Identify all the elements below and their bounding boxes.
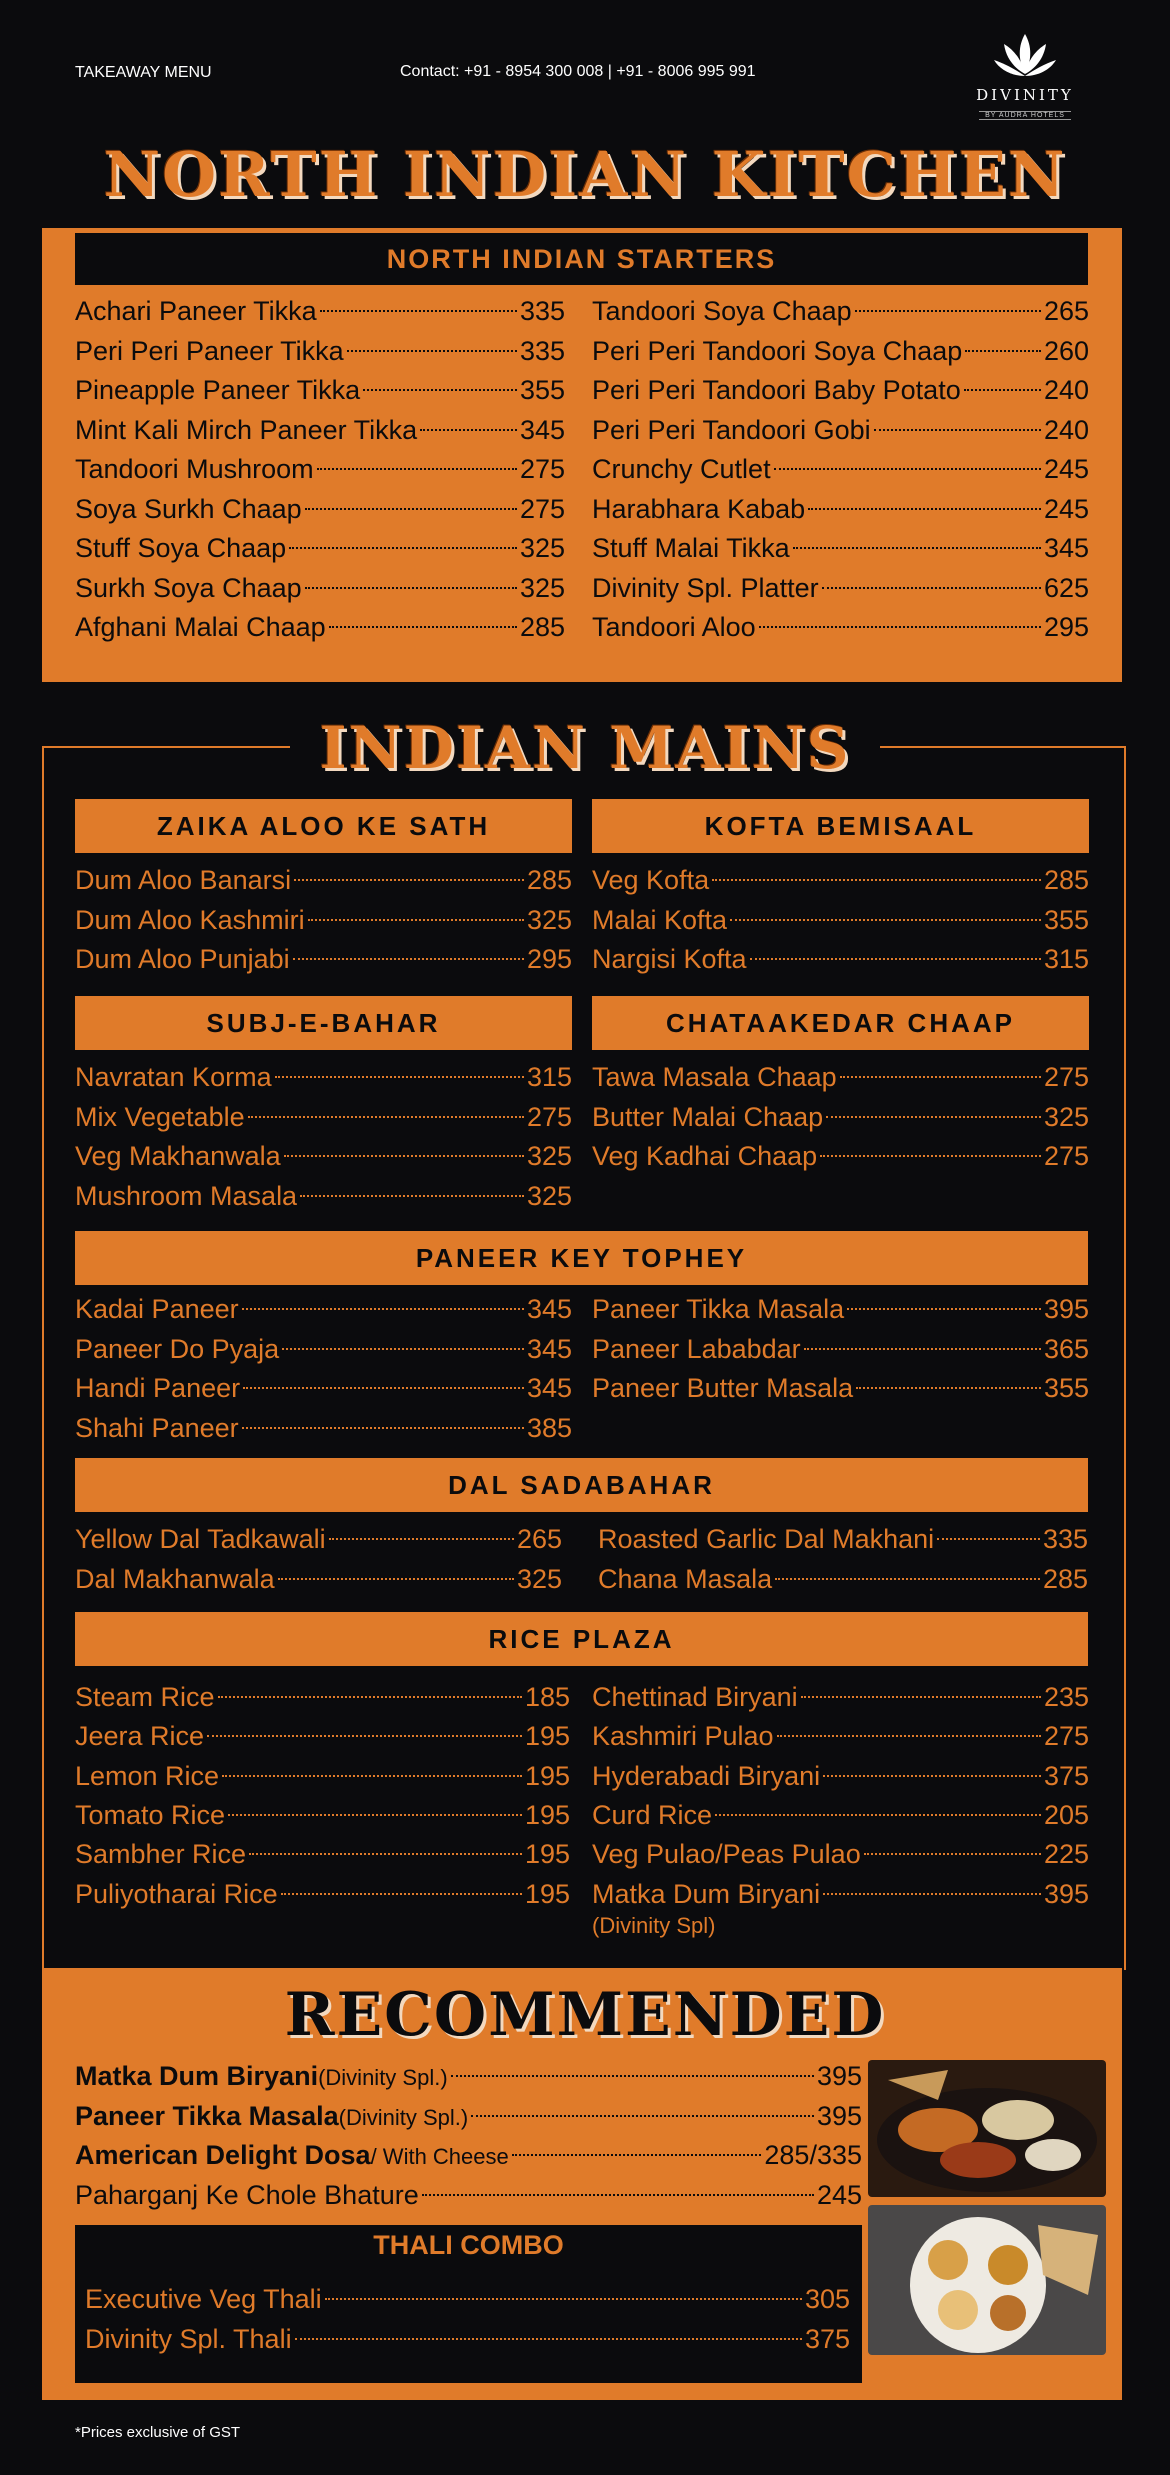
menu-item	[592, 1796, 1089, 1834]
menu-item	[592, 490, 1089, 528]
item-price: 245	[1043, 454, 1089, 484]
item-price: 325	[526, 1180, 572, 1211]
item-price: 265	[516, 1524, 562, 1554]
menu-item	[592, 371, 1089, 409]
menu-item	[592, 1717, 1089, 1755]
item-name: American Delight Dosa	[75, 2140, 371, 2170]
menu-item	[75, 490, 565, 528]
menu-item	[75, 940, 572, 978]
leader-dots	[874, 429, 1041, 431]
rice-heading: RICE PLAZA	[75, 1612, 1088, 1666]
recommended-title: RECOMMENDED	[284, 1980, 886, 2050]
item-price: 345	[526, 1373, 572, 1403]
menu-item	[75, 529, 565, 567]
item-price: 325	[519, 533, 565, 563]
item-price: 375	[804, 2323, 850, 2354]
item-price: 225	[1043, 1839, 1089, 1870]
item-price: 325	[526, 1141, 572, 1171]
menu-item	[592, 450, 1089, 488]
food-photo-thali	[868, 2205, 1106, 2355]
leader-dots	[804, 1348, 1041, 1350]
item-price: 305	[804, 2284, 850, 2314]
leader-dots	[305, 587, 517, 589]
item-price: 335	[1042, 1524, 1088, 1554]
brand-subtitle: BY AUDRA HOTELS	[979, 111, 1071, 120]
leader-dots	[295, 2338, 802, 2340]
leader-dots	[774, 468, 1041, 470]
leader-dots	[730, 919, 1041, 921]
leader-dots	[808, 508, 1041, 510]
leader-dots	[275, 1076, 524, 1078]
item-name: Veg Kadhai Chaap	[592, 1141, 818, 1171]
item-name: Mushroom Masala	[75, 1180, 298, 1211]
menu-item	[75, 569, 565, 607]
item-price: 275	[1043, 1062, 1089, 1092]
chaap-heading: CHATAAKEDAR CHAAP	[592, 996, 1089, 1050]
leader-dots	[222, 1775, 522, 1777]
menu-item	[75, 1560, 562, 1598]
menu-item	[75, 1369, 572, 1407]
item-name: Veg Makhanwala	[75, 1141, 281, 1171]
zaika-heading: ZAIKA ALOO KE SATH	[75, 799, 572, 853]
leader-dots	[775, 1578, 1040, 1580]
item-name: Kadai Paneer	[75, 1294, 239, 1324]
item-name: Tandoori Mushroom	[75, 454, 314, 484]
item-price: 275	[519, 454, 565, 484]
item-price: 240	[1043, 414, 1089, 445]
item-price: 365	[1043, 1333, 1089, 1364]
leader-dots	[715, 1814, 1041, 1816]
item-name: Dum Aloo Kashmiri	[75, 904, 305, 935]
leader-dots	[801, 1696, 1041, 1698]
leader-dots	[823, 1775, 1041, 1777]
leader-dots	[512, 2154, 762, 2156]
item-price: 295	[526, 944, 572, 974]
item-price: 325	[526, 904, 572, 935]
leader-dots	[218, 1696, 522, 1698]
leader-dots	[294, 879, 524, 881]
item-name: Nargisi Kofta	[592, 944, 747, 974]
starters-heading: NORTH INDIAN STARTERS	[75, 233, 1088, 285]
item-price: 260	[1043, 335, 1089, 366]
menu-item	[592, 1137, 1089, 1175]
item-price: 325	[519, 572, 565, 603]
item-price: 345	[1043, 533, 1089, 563]
leader-dots	[242, 1308, 524, 1310]
item-price: 325	[516, 1563, 562, 1594]
item-name: Shahi Paneer	[75, 1412, 239, 1443]
leader-dots	[320, 310, 517, 312]
item-name: Hyderabadi Biryani	[592, 1760, 821, 1791]
menu-item	[85, 2280, 850, 2318]
menu-item	[75, 2136, 862, 2174]
menu-item	[75, 901, 572, 939]
paneer-heading: PANEER KEY TOPHEY	[75, 1231, 1088, 1285]
item-price: 195	[524, 1839, 570, 1870]
item-price: 195	[524, 1878, 570, 1909]
item-name: Curd Rice	[592, 1799, 713, 1830]
leader-dots	[759, 626, 1041, 628]
item-price: 235	[1043, 1682, 1089, 1712]
item-price: 345	[526, 1294, 572, 1324]
item-name: Jeera Rice	[75, 1721, 205, 1752]
item-price: 315	[526, 1062, 572, 1092]
item-name: Yellow Dal Tadkawali	[75, 1524, 326, 1554]
item-name: Stuff Malai Tikka	[592, 533, 790, 563]
leader-dots	[243, 1387, 524, 1389]
leader-dots	[822, 587, 1041, 589]
item-name: Steam Rice	[75, 1682, 215, 1712]
menu-item	[592, 411, 1089, 449]
item-price: 195	[524, 1760, 570, 1791]
item-price: 395	[816, 2100, 862, 2131]
menu-item	[75, 1796, 570, 1834]
leader-dots	[284, 1155, 524, 1157]
item-name: Peri Peri Paneer Tikka	[75, 335, 344, 366]
item-name: Veg Pulao/Peas Pulao	[592, 1839, 861, 1870]
item-price: 395	[1043, 1878, 1089, 1909]
leader-dots	[325, 2298, 802, 2300]
item-name: Kashmiri Pulao	[592, 1721, 774, 1752]
item-price: 315	[1043, 944, 1089, 974]
item-price: 275	[1043, 1141, 1089, 1171]
leader-dots	[420, 429, 517, 431]
item-suffix: (Divinity Spl.)	[338, 2104, 469, 2130]
menu-item	[75, 1058, 572, 1096]
item-name: Paharganj Ke Chole Bhature	[75, 2179, 419, 2210]
leader-dots	[308, 919, 524, 921]
leader-dots	[300, 1195, 524, 1197]
kofta-heading: KOFTA BEMISAAL	[592, 799, 1089, 853]
item-price: 195	[524, 1799, 570, 1830]
thali-heading: THALI COMBO	[373, 2230, 564, 2260]
leader-dots	[471, 2115, 814, 2117]
menu-item	[598, 1520, 1088, 1558]
leader-dots	[329, 1538, 514, 1540]
leader-dots	[293, 958, 524, 960]
menu-item	[592, 529, 1089, 567]
item-name: Peri Peri Tandoori Soya Chaap	[592, 335, 963, 366]
item-name: Navratan Korma	[75, 1062, 272, 1092]
brand-logo	[960, 30, 1090, 120]
mains-title: INDIAN MAINS	[290, 708, 880, 788]
item-name: Tawa Masala Chaap	[592, 1062, 837, 1092]
item-price: 285	[1042, 1563, 1088, 1594]
item-name: Roasted Garlic Dal Makhani	[598, 1524, 935, 1554]
item-name: Executive Veg Thali	[85, 2284, 322, 2314]
leader-dots	[305, 508, 517, 510]
item-name: Paneer Tikka Masala	[75, 2100, 339, 2131]
menu-item	[592, 1098, 1089, 1136]
item-price: 335	[519, 296, 565, 326]
leader-dots	[289, 547, 517, 549]
item-price: 355	[519, 375, 565, 405]
menu-item	[75, 1678, 570, 1716]
item-name: Tandoori Soya Chaap	[592, 296, 852, 326]
leader-dots	[965, 350, 1041, 352]
item-price: 285	[1043, 865, 1089, 895]
item-price: 185	[524, 1682, 570, 1712]
contact-info: Contact: +91 - 8954 300 008 | +91 - 8006 995 991	[400, 63, 756, 80]
menu-item	[75, 608, 565, 646]
menu-item	[75, 2176, 862, 2214]
menu-item	[75, 1177, 572, 1215]
leader-dots	[793, 547, 1041, 549]
item-name: Soya Surkh Chaap	[75, 493, 302, 524]
item-name: Paneer Do Pyaja	[75, 1333, 280, 1364]
item-name: Harabhara Kabab	[592, 493, 806, 524]
menu-item	[75, 332, 565, 370]
item-price: 625	[1043, 572, 1089, 603]
item-name: Mint Kali Mirch Paneer Tikka	[75, 414, 418, 445]
menu-item	[75, 1137, 572, 1175]
leader-dots	[750, 958, 1041, 960]
leader-dots	[451, 2075, 814, 2077]
leader-dots	[249, 1853, 522, 1855]
menu-item	[75, 2057, 862, 2095]
leader-dots	[712, 879, 1041, 881]
item-name: Stuff Soya Chaap	[75, 533, 287, 563]
item-name: Dal Makhanwala	[75, 1563, 275, 1594]
footer-note: *Prices exclusive of GST	[75, 2424, 241, 2441]
item-name: Malai Kofta	[592, 904, 728, 935]
item-name: Tomato Rice	[75, 1799, 226, 1830]
item-name: Peri Peri Tandoori Gobi	[592, 414, 871, 445]
item-price: 345	[526, 1333, 572, 1364]
menu-item	[592, 940, 1089, 978]
leader-dots	[329, 626, 517, 628]
subj-heading: SUBJ-E-BAHAR	[75, 996, 572, 1050]
item-price: 205	[1043, 1799, 1089, 1830]
menu-type-label: TAKEAWAY MENU	[75, 64, 212, 81]
leader-dots	[281, 1893, 522, 1895]
menu-item	[75, 1835, 570, 1873]
menu-item	[75, 1098, 572, 1136]
item-price: 385	[526, 1412, 572, 1443]
item-name: Matka Dum Biryani	[592, 1878, 821, 1909]
item-price: 335	[519, 335, 565, 366]
item-price: 195	[524, 1721, 570, 1752]
item-price: 395	[816, 2061, 862, 2091]
item-price: 355	[1043, 1373, 1089, 1403]
item-price: 355	[1043, 904, 1089, 935]
item-name: Lemon Rice	[75, 1760, 220, 1791]
leader-dots	[820, 1155, 1041, 1157]
leader-dots	[964, 389, 1041, 391]
item-name: Chettinad Biryani	[592, 1682, 798, 1712]
menu-item	[592, 332, 1089, 370]
item-price: 240	[1043, 375, 1089, 405]
menu-item	[75, 1290, 572, 1328]
item-suffix: (Divinity Spl.)	[318, 2065, 448, 2090]
menu-item	[75, 1330, 572, 1368]
leader-dots	[826, 1116, 1041, 1118]
item-price: 285	[519, 612, 565, 642]
item-price: 285	[526, 865, 572, 895]
item-name: Matka Dum Biryani	[75, 2061, 319, 2091]
item-price: 275	[519, 493, 565, 524]
item-price: 345	[519, 414, 565, 445]
leader-dots	[242, 1427, 524, 1429]
page-title: NORTH INDIAN KITCHEN	[103, 138, 1067, 211]
item-name: Pineapple Paneer Tikka	[75, 375, 361, 405]
item-name: Veg Kofta	[592, 865, 710, 895]
item-name: Handi Paneer	[75, 1373, 241, 1403]
menu-item	[75, 861, 572, 899]
item-name: Divinity Spl. Thali	[85, 2323, 292, 2354]
item-name: Chana Masala	[598, 1563, 773, 1594]
menu-item	[592, 1678, 1089, 1716]
menu-item	[75, 411, 565, 449]
menu-item	[592, 1290, 1089, 1328]
menu-item	[592, 569, 1089, 607]
menu-item	[592, 861, 1089, 899]
leader-dots	[823, 1893, 1041, 1895]
rice-note: (Divinity Spl)	[592, 1913, 716, 1938]
item-name: Sambher Rice	[75, 1839, 247, 1870]
item-name: Peri Peri Tandoori Baby Potato	[592, 375, 961, 405]
item-name: Surkh Soya Chaap	[75, 572, 302, 603]
item-name: Afghani Malai Chaap	[75, 612, 326, 642]
menu-item	[75, 1520, 562, 1558]
menu-item	[75, 450, 565, 488]
leader-dots	[248, 1116, 524, 1118]
menu-item	[75, 1875, 570, 1913]
item-price: 275	[1043, 1721, 1089, 1752]
item-name: Dum Aloo Punjabi	[75, 944, 290, 974]
menu-item	[592, 292, 1089, 330]
menu-item	[592, 1330, 1089, 1368]
item-price: 375	[1043, 1760, 1089, 1791]
menu-item	[592, 901, 1089, 939]
menu-item	[75, 1717, 570, 1755]
menu-item	[592, 1058, 1089, 1096]
item-price: 245	[816, 2179, 862, 2210]
item-name: Dum Aloo Banarsi	[75, 865, 292, 895]
leader-dots	[937, 1538, 1040, 1540]
item-price: 275	[526, 1101, 572, 1132]
menu-item	[75, 1757, 570, 1795]
leader-dots	[228, 1814, 522, 1816]
item-name: Tandoori Aloo	[592, 612, 756, 642]
leader-dots	[347, 350, 517, 352]
food-photo-biryani	[868, 2060, 1106, 2197]
lotus-icon	[990, 30, 1060, 82]
item-price: 295	[1043, 612, 1089, 642]
menu-item	[85, 2320, 850, 2358]
item-price: 265	[1043, 296, 1089, 326]
item-price: 245	[1043, 493, 1089, 524]
leader-dots	[282, 1348, 524, 1350]
item-name: Paneer Butter Masala	[592, 1373, 854, 1403]
leader-dots	[207, 1735, 522, 1737]
menu-item	[75, 2097, 862, 2135]
dal-heading: DAL SADABAHAR	[75, 1458, 1088, 1512]
leader-dots	[856, 1387, 1041, 1389]
item-name: Crunchy Cutlet	[592, 454, 771, 484]
menu-item	[592, 1835, 1089, 1873]
item-name: Achari Paneer Tikka	[75, 296, 317, 326]
menu-item	[75, 292, 565, 330]
item-price: 325	[1043, 1101, 1089, 1132]
item-price: 285/335	[764, 2140, 862, 2170]
item-name: Mix Vegetable	[75, 1101, 245, 1132]
menu-item	[592, 1757, 1089, 1795]
leader-dots	[777, 1735, 1041, 1737]
item-name: Butter Malai Chaap	[592, 1101, 824, 1132]
menu-item	[75, 371, 565, 409]
menu-item	[75, 1409, 572, 1447]
leader-dots	[847, 1308, 1041, 1310]
menu-item	[592, 608, 1089, 646]
menu-item	[598, 1560, 1088, 1598]
item-price: 395	[1043, 1294, 1089, 1324]
leader-dots	[363, 389, 517, 391]
leader-dots	[855, 310, 1041, 312]
menu-item	[592, 1369, 1089, 1407]
item-name: Divinity Spl. Platter	[592, 572, 819, 603]
leader-dots	[278, 1578, 514, 1580]
item-name: Puliyotharai Rice	[75, 1878, 278, 1909]
brand-name: DIVINITY	[976, 86, 1074, 104]
menu-item	[592, 1875, 1089, 1913]
item-suffix: / With Cheese	[370, 2144, 509, 2169]
item-name: Paneer Lababdar	[592, 1333, 801, 1364]
leader-dots	[840, 1076, 1041, 1078]
leader-dots	[864, 1853, 1041, 1855]
leader-dots	[317, 468, 517, 470]
leader-dots	[422, 2194, 814, 2196]
item-name: Paneer Tikka Masala	[592, 1294, 845, 1324]
